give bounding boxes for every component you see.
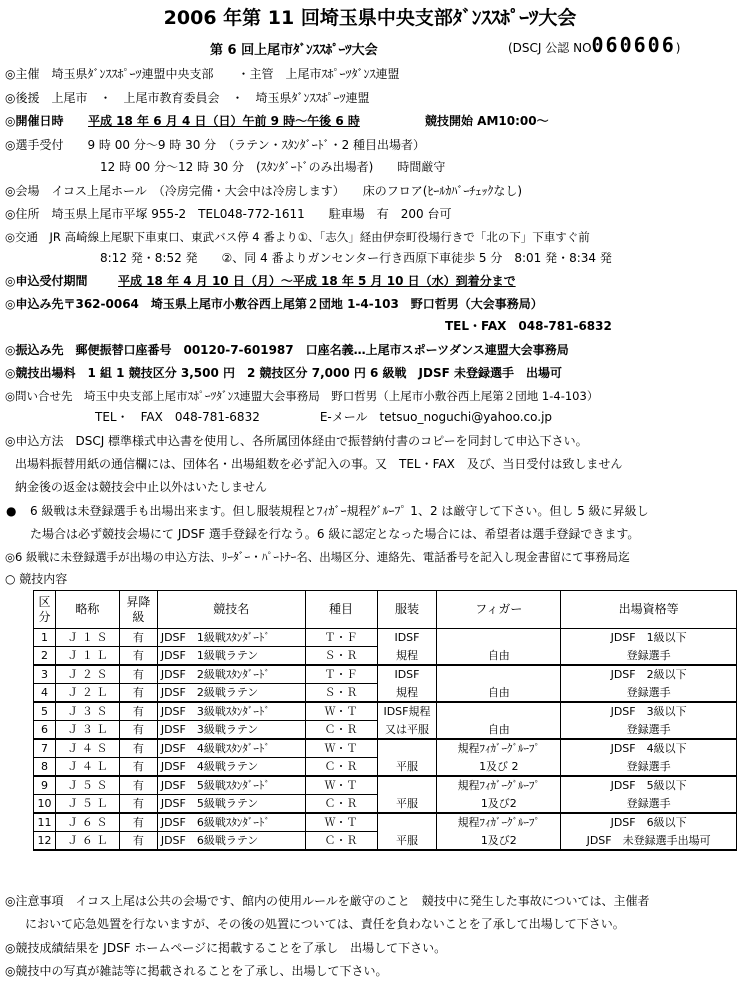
cell-event: Ｓ・Ｒ [305,684,377,703]
cell-no: 3 [34,665,56,684]
cell-event: Ｃ・Ｒ [305,795,377,814]
table-row [34,813,737,832]
cell-event: Ｃ・Ｒ [305,832,377,851]
cell-no: 4 [34,684,56,703]
fee-line: ◎競技出場料 1 組 1 競技区分 3,500 円 2 競技区分 7,000 円 6 級戦 JDSF 未登録選手 出場可 [5,366,563,380]
cell-qualification: 登録選手 [561,684,737,703]
bullet-icon: ● [6,504,17,518]
cell-abbr: Ｊ ６ Ｌ [55,832,119,851]
support-line: ◎後援 上尾市 ・ 上尾市教育委員会 ・ 埼玉県ﾀﾞﾝｽｽﾎﾟｰﾂ連盟 [5,91,370,105]
table-row [34,776,737,795]
cell-figure: 1及び2 [437,832,561,851]
grade6-line-2: た場合は必ず競技会場にて JDSF 選手登録を行なう。6 級に認定となった場合には、希望者は選手登録できます。 [30,527,640,541]
grade6-line-1: 6 級戦は未登録選手も出場出来ます。但し服装規程とﾌｨｶﾞｰ規程ｸﾞﾙｰﾌﾟ 1、2 は厳守して下さい。但し 5 級に昇級し [30,504,649,518]
cell-figure: 1及び 2 [437,758,561,777]
cell-no: 10 [34,795,56,814]
cell-event: Ｗ・Ｔ [305,813,377,832]
cell-figure [437,629,561,647]
cell-no: 9 [34,776,56,795]
table-row [34,832,737,851]
cell-qualification: JDSF 6級以下 [561,813,737,832]
cell-figure [437,665,561,684]
cell-up: 有 [119,795,157,814]
cell-abbr: Ｊ ４ Ｓ [55,739,119,758]
cell-qualification: JDSF 5級以下 [561,776,737,795]
cell-up: 有 [119,684,157,703]
cell-no: 6 [34,721,56,740]
cell-dress [377,776,437,795]
table-row [34,629,737,647]
cell-qualification: JDSF 1級以下 [561,629,737,647]
cell-name: JDSF 2級戦ｽﾀﾝﾀﾞｰﾄﾞ [157,665,305,684]
cell-name: JDSF 6級戦ラテン [157,832,305,851]
cell-event: Ｃ・Ｒ [305,721,377,740]
document-title: 2006 年第 11 回埼玉県中央支部ﾀﾞﾝｽｽﾎﾟｰﾂ大会 [163,7,577,29]
cert-no: 060606 [591,33,676,57]
cell-name: JDSF 4級戦ｽﾀﾝﾀﾞｰﾄﾞ [157,739,305,758]
cell-abbr: Ｊ ４ Ｌ [55,758,119,777]
note-line-1: ◎注意事項 イコス上尾は公共の会場です、館内の使用ルールを厳守のこと 競技中に発生した事故については、主催者 [5,894,650,908]
cell-dress: IDSF [377,629,437,647]
cell-qualification: JDSF 4級以下 [561,739,737,758]
cell-qualification: JDSF 3級以下 [561,702,737,721]
note-line-4: ◎競技中の写真が雑誌等に掲載されることを了承し、出場して下さい。 [5,964,388,978]
note-line-2: において応急処置を行ないますが、その後の処置については、責任を負わないことを了承して出場して下さい。 [25,917,625,931]
document-subtitle: 第 6 回上尾市ﾀﾞﾝｽｽﾎﾟｰﾂ大会 [210,43,378,58]
cell-up: 有 [119,832,157,851]
cell-dress: 規程 [377,647,437,666]
cell-figure: 自由 [437,647,561,666]
table-row [34,739,737,758]
header-no: 区分 [34,591,56,629]
cell-dress: IDSF [377,665,437,684]
cell-event: Ｗ・Ｔ [305,776,377,795]
cell-dress [377,739,437,758]
header-up: 昇降級 [119,591,157,629]
cell-no: 2 [34,647,56,666]
cell-figure: 規程ﾌｨｶﾞｰｸﾞﾙｰﾌﾟ [437,776,561,795]
grade6-line-3: ◎6 級戦に未登録選手が出場の申込方法、ﾘｰﾀﾞｰ・ﾊﾟｰﾄﾅｰ名、出場区分、連絡先、電話番号を記入し現金書留にて事務局迄 [5,550,630,564]
cell-name: JDSF 5級戦ラテン [157,795,305,814]
cell-qualification: 登録選手 [561,647,737,666]
reception-line-1: ◎選手受付 9 時 00 分～9 時 30 分 （ラテン・ｽﾀﾝﾀﾞｰﾄﾞ・2 種目出場者） [5,138,426,152]
header-dress: 服装 [377,591,437,629]
certification-number [508,33,681,57]
reception-line-2: 12 時 00 分～12 時 30 分 (ｽﾀﾝﾀﾞｰﾄﾞのみ出場者) 時間厳守 [100,160,446,174]
cell-dress: 規程 [377,684,437,703]
cell-abbr: Ｊ １ Ｌ [55,647,119,666]
cell-up: 有 [119,813,157,832]
cell-abbr: Ｊ ５ Ｓ [55,776,119,795]
table-row [34,647,737,666]
cell-no: 12 [34,832,56,851]
venue-line: ◎会場 イコス上尾ホール （冷房完備・大会中は冷房します） 床のフロア(ﾋｰﾙｶﾊﾞｰﾁｪｯｸなし) [5,184,523,198]
cell-abbr: Ｊ ２ Ｌ [55,684,119,703]
cell-no: 5 [34,702,56,721]
access-line-1: ◎交通 JR 高崎線上尾駅下車東口、東武バス停 4 番より①、「志久」経由伊奈町役場行きで「北の下」下車すぐ前 [5,230,590,244]
cell-figure: 規程ﾌｨｶﾞｰｸﾞﾙｰﾌﾟ [437,739,561,758]
cell-name: JDSF 2級戦ラテン [157,684,305,703]
cell-dress: 平服 [377,758,437,777]
cell-up: 有 [119,665,157,684]
cell-abbr: Ｊ １ Ｓ [55,629,119,647]
cell-up: 有 [119,739,157,758]
cell-no: 8 [34,758,56,777]
cell-up: 有 [119,702,157,721]
cell-event: Ｗ・Ｔ [305,739,377,758]
inquiry-line: ◎問い合せ先 埼玉中央支部上尾市ｽﾎﾟｰﾂﾀﾞﾝｽ連盟大会事務局 野口哲男（上尾市小敷谷西上尾第２団地 1-4-103） [5,389,599,403]
cell-up: 有 [119,721,157,740]
table-row [34,702,737,721]
cell-abbr: Ｊ ５ Ｌ [55,795,119,814]
cell-name: JDSF 3級戦ｽﾀﾝﾀﾞｰﾄﾞ [157,702,305,721]
cell-name: JDSF 1級戦ラテン [157,647,305,666]
cell-name: JDSF 3級戦ラテン [157,721,305,740]
date-start: 競技開始 AM10:00～ [425,114,549,128]
cell-abbr: Ｊ ６ Ｓ [55,813,119,832]
cell-dress: 平服 [377,832,437,851]
table-row [34,665,737,684]
events-table [33,590,737,851]
apply-to-line: ◎申込み先〒362-0064 埼玉県上尾市小敷谷西上尾第２団地 1-4-103 野口哲男（大会事務局） [5,297,543,311]
cell-event: Ｃ・Ｒ [305,758,377,777]
header-name: 競技名 [157,591,305,629]
events-label: ○ 競技内容 [5,572,68,586]
header-qualification: 出場資格等 [561,591,737,629]
cell-up: 有 [119,776,157,795]
cell-abbr: Ｊ ３ Ｌ [55,721,119,740]
cell-no: 7 [34,739,56,758]
date-label: ◎開催日時 [5,114,64,128]
cell-dress: IDSF規程 [377,702,437,721]
cell-name: JDSF 1級戦ｽﾀﾝﾀﾞｰﾄﾞ [157,629,305,647]
method-line-2: 出場料振替用紙の通信欄には、団体名・出場組数を必ず記入の事。又 TEL・FAX 及び、当日受付は致しません [15,457,623,471]
cell-up: 有 [119,629,157,647]
table-row [34,721,737,740]
header-event: 種目 [305,591,377,629]
cell-event: Ｗ・Ｔ [305,702,377,721]
cell-figure: 1及び2 [437,795,561,814]
cell-qualification: 登録選手 [561,795,737,814]
transfer-line: ◎振込み先 郵便振替口座番号 00120-7-601987 口座名義…上尾市スポーツダンス連盟大会事務局 [5,343,569,357]
table-row [34,795,737,814]
cell-qualification: 登録選手 [561,721,737,740]
cell-abbr: Ｊ ２ Ｓ [55,665,119,684]
apply-tel: TEL・FAX 048-781-6832 [445,319,612,333]
cert-prefix: (DSCJ 公認 NO [508,41,592,55]
header-abbr: 略称 [55,591,119,629]
cell-figure: 自由 [437,721,561,740]
table-header-row [34,591,737,629]
cell-name: JDSF 5級戦ｽﾀﾝﾀﾞｰﾄﾞ [157,776,305,795]
cell-no: 1 [34,629,56,647]
cell-dress: 平服 [377,795,437,814]
cert-suffix: ) [675,41,681,55]
header-figure: フィガー [437,591,561,629]
apply-period-label: ◎申込受付期間 [5,274,88,288]
cell-up: 有 [119,647,157,666]
apply-period-value: 平成 18 年 4 月 10 日（月）～平成 18 年 5 月 10 日（水）到着分まで [118,274,516,288]
date-value: 平成 18 年 6 月 4 日（日）午前 9 時～午後 6 時 [88,114,360,128]
cell-qualification: JDSF 2級以下 [561,665,737,684]
cell-event: Ｔ・Ｆ [305,665,377,684]
cell-dress: 又は平服 [377,721,437,740]
cell-event: Ｓ・Ｒ [305,647,377,666]
cell-no: 11 [34,813,56,832]
address-line: ◎住所 埼玉県上尾市平塚 955-2 TEL048-772-1611 駐車場 有 200 台可 [5,207,452,221]
method-line-1: ◎申込方法 DSCJ 標準様式申込書を使用し、各所属団体経由で振替納付書のコピーを同封して申込下さい。 [5,434,588,448]
cell-up: 有 [119,758,157,777]
cell-qualification: 登録選手 [561,758,737,777]
cell-figure: 規程ﾌｨｶﾞｰｸﾞﾙｰﾌﾟ [437,813,561,832]
cell-figure: 自由 [437,684,561,703]
table-row [34,684,737,703]
note-line-3: ◎競技成績結果を JDSF ホームページに掲載することを了承し 出場して下さい。 [5,941,447,955]
table-row [34,758,737,777]
cell-figure [437,702,561,721]
sponsor-line: ◎主催 埼玉県ﾀﾞﾝｽｽﾎﾟｰﾂ連盟中央支部 ・主管 上尾市ｽﾎﾟｰﾂﾀﾞﾝｽ連盟 [5,67,400,81]
inquiry-tel: TEL・ FAX 048-781-6832 E‐メール tetsuo_noguchi@yahoo.co.jp [95,410,553,424]
cell-name: JDSF 4級戦ラテン [157,758,305,777]
cell-dress [377,813,437,832]
cell-qualification: JDSF 未登録選手出場可 [561,832,737,851]
method-line-3: 納金後の返金は競技会中止以外はいたしません [15,480,268,494]
cell-name: JDSF 6級戦ｽﾀﾝﾀﾞｰﾄﾞ [157,813,305,832]
cell-event: Ｔ・Ｆ [305,629,377,647]
cell-abbr: Ｊ ３ Ｓ [55,702,119,721]
access-line-2: 8:12 発・8:52 発 ②、同 4 番よりガンセンター行き西原下車徒歩 5 分 8:01 発・8:34 発 [100,251,612,265]
